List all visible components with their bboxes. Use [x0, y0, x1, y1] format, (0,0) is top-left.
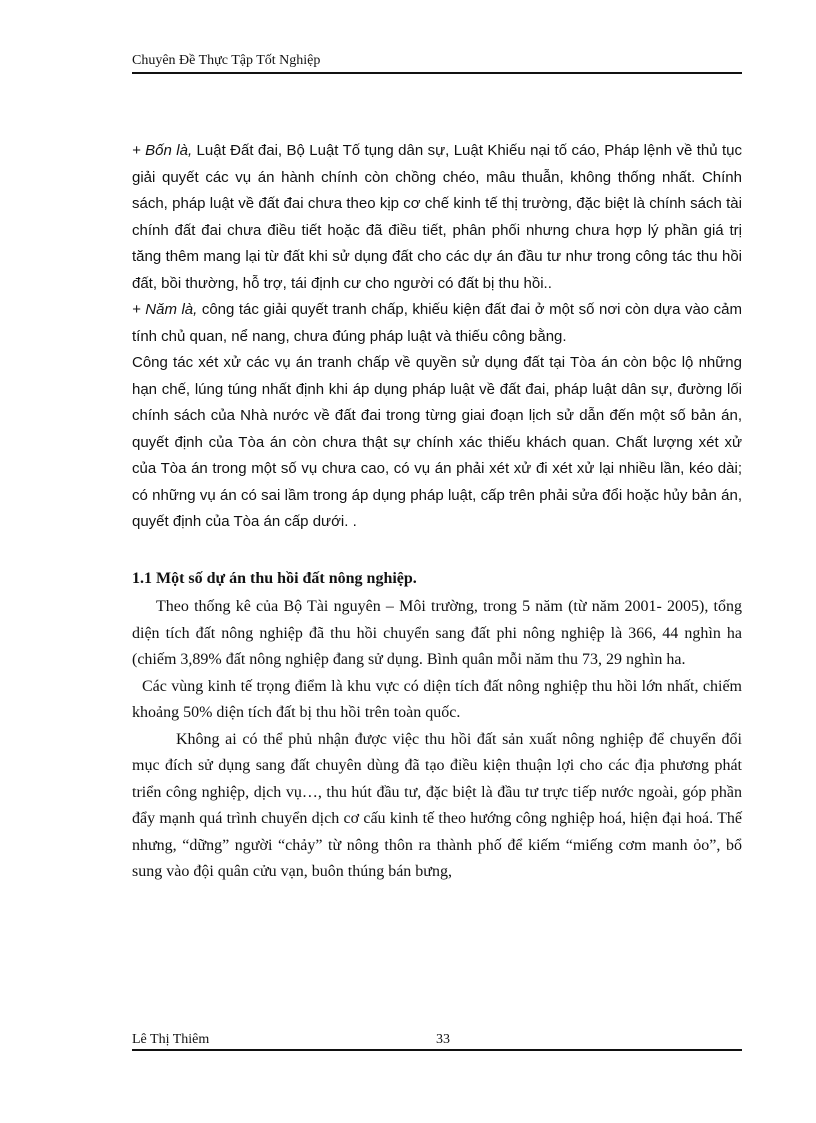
paragraph-nam-la	[132, 297, 742, 350]
paragraph-lead: + Năm là,	[132, 301, 198, 318]
paragraph-bon-la	[132, 138, 742, 297]
section-paragraph: Theo thống kê của Bộ Tài nguyên – Môi trường, trong 5 năm (từ năm 2001- 2005), tổng diện tích đất nông nghiệp đã thu hồi chuyển sang đất phi nông nghiệp là 366, 44 nghìn ha (chiếm 3,89% đất nông nghiệp đang sử dụng. Bình quân mỗi năm thu 73, 29 nghìn ha.	[132, 598, 742, 668]
header-rule	[132, 72, 742, 74]
paragraph-lead: + Bốn là,	[132, 142, 193, 159]
paragraph-text: Luật Đất đai, Bộ Luật Tố tụng dân sự, Luật Khiếu nại tố cáo, Pháp lệnh về thủ tục giải quyết các vụ án hành chính còn chồng chéo, mâu thuẫn, không thống nhất. Chính sách, pháp luật về đất đai chưa theo kịp cơ chế kinh tế thị trường, đặc biệt là chính sách tài chính đất đai chưa điều tiết hoặc đã điều tiết, phân phối nhưng chưa hợp lý phần giá trị tăng thêm mang lại từ đất khi sử dụng đất cho các dự án đầu tư như trong công tác thu hồi đất, bồi thường, hỗ trợ, tái định cư cho người có đất bị thu hồi..	[132, 142, 742, 292]
section-paragraph: Không ai có thể phủ nhận được việc thu hồi đất sản xuất nông nghiệp để chuyển đổi mục đích sử dụng sang đất chuyên dùng đã tạo điều kiện thuận lợi cho các địa phương phát triển công nghiệp, dịch vụ…, thu hút đầu tư, đặc biệt là đầu tư trực tiếp nước ngoài, góp phần đẩy mạnh quá trình chuyển dịch cơ cấu kinh tế theo hướng công nghiệp hoá, hiện đại hoá. Thế nhưng, “dững” người “chảy” từ nông thôn ra thành phố để kiếm “miếng cơm manh ỏo”, bổ sung vào đội quân cửu vạn, buôn thúng bán bưng,	[132, 730, 742, 880]
paragraph-cong-tac-xet-xu: Công tác xét xử các vụ án tranh chấp về quyền sử dụng đất tại Tòa án còn bộc lộ những hạn chế, lúng túng nhất định khi áp dụng pháp luật về đất đai, pháp luật dân sự, đường lối chính sách của Nhà nước về đất đai trong từng giai đoạn lịch sử dẫn đến một số bản án, quyết định của Tòa án còn chưa thật sự chính xác thiếu khách quan. Chất lượng xét xử của Tòa án trong một số vụ chưa cao, có vụ án phải xét xử đi xét xử lại nhiều lần, kéo dài; có những vụ án có sai lầm trong áp dụng pháp luật, cấp trên phải sửa đổi hoặc hủy bản án, quyết định của Tòa án cấp dưới. .	[132, 354, 742, 530]
section-paragraph: Các vùng kinh tế trọng điểm là khu vực có diện tích đất nông nghiệp thu hồi lớn nhất, chiếm khoảng 50% diện tích đất bị thu hồi trên toàn quốc.	[132, 677, 742, 721]
footer-rule	[132, 1049, 742, 1051]
footer-author: Lê Thị Thiêm	[132, 1032, 210, 1047]
paragraph-text: công tác giải quyết tranh chấp, khiếu kiện đất đai ở một số nơi còn dựa vào cảm tính chủ quan, nể nang, chưa đúng pháp luật và thiếu công bằng.	[132, 301, 742, 345]
page-body	[132, 138, 742, 886]
running-header: Chuyên Đề Thực Tập Tốt Nghiệp	[132, 53, 321, 68]
page-number: 33	[436, 1032, 450, 1047]
section-heading: 1.1 Một số dự án thu hồi đất nông nghiệp.	[132, 569, 417, 587]
